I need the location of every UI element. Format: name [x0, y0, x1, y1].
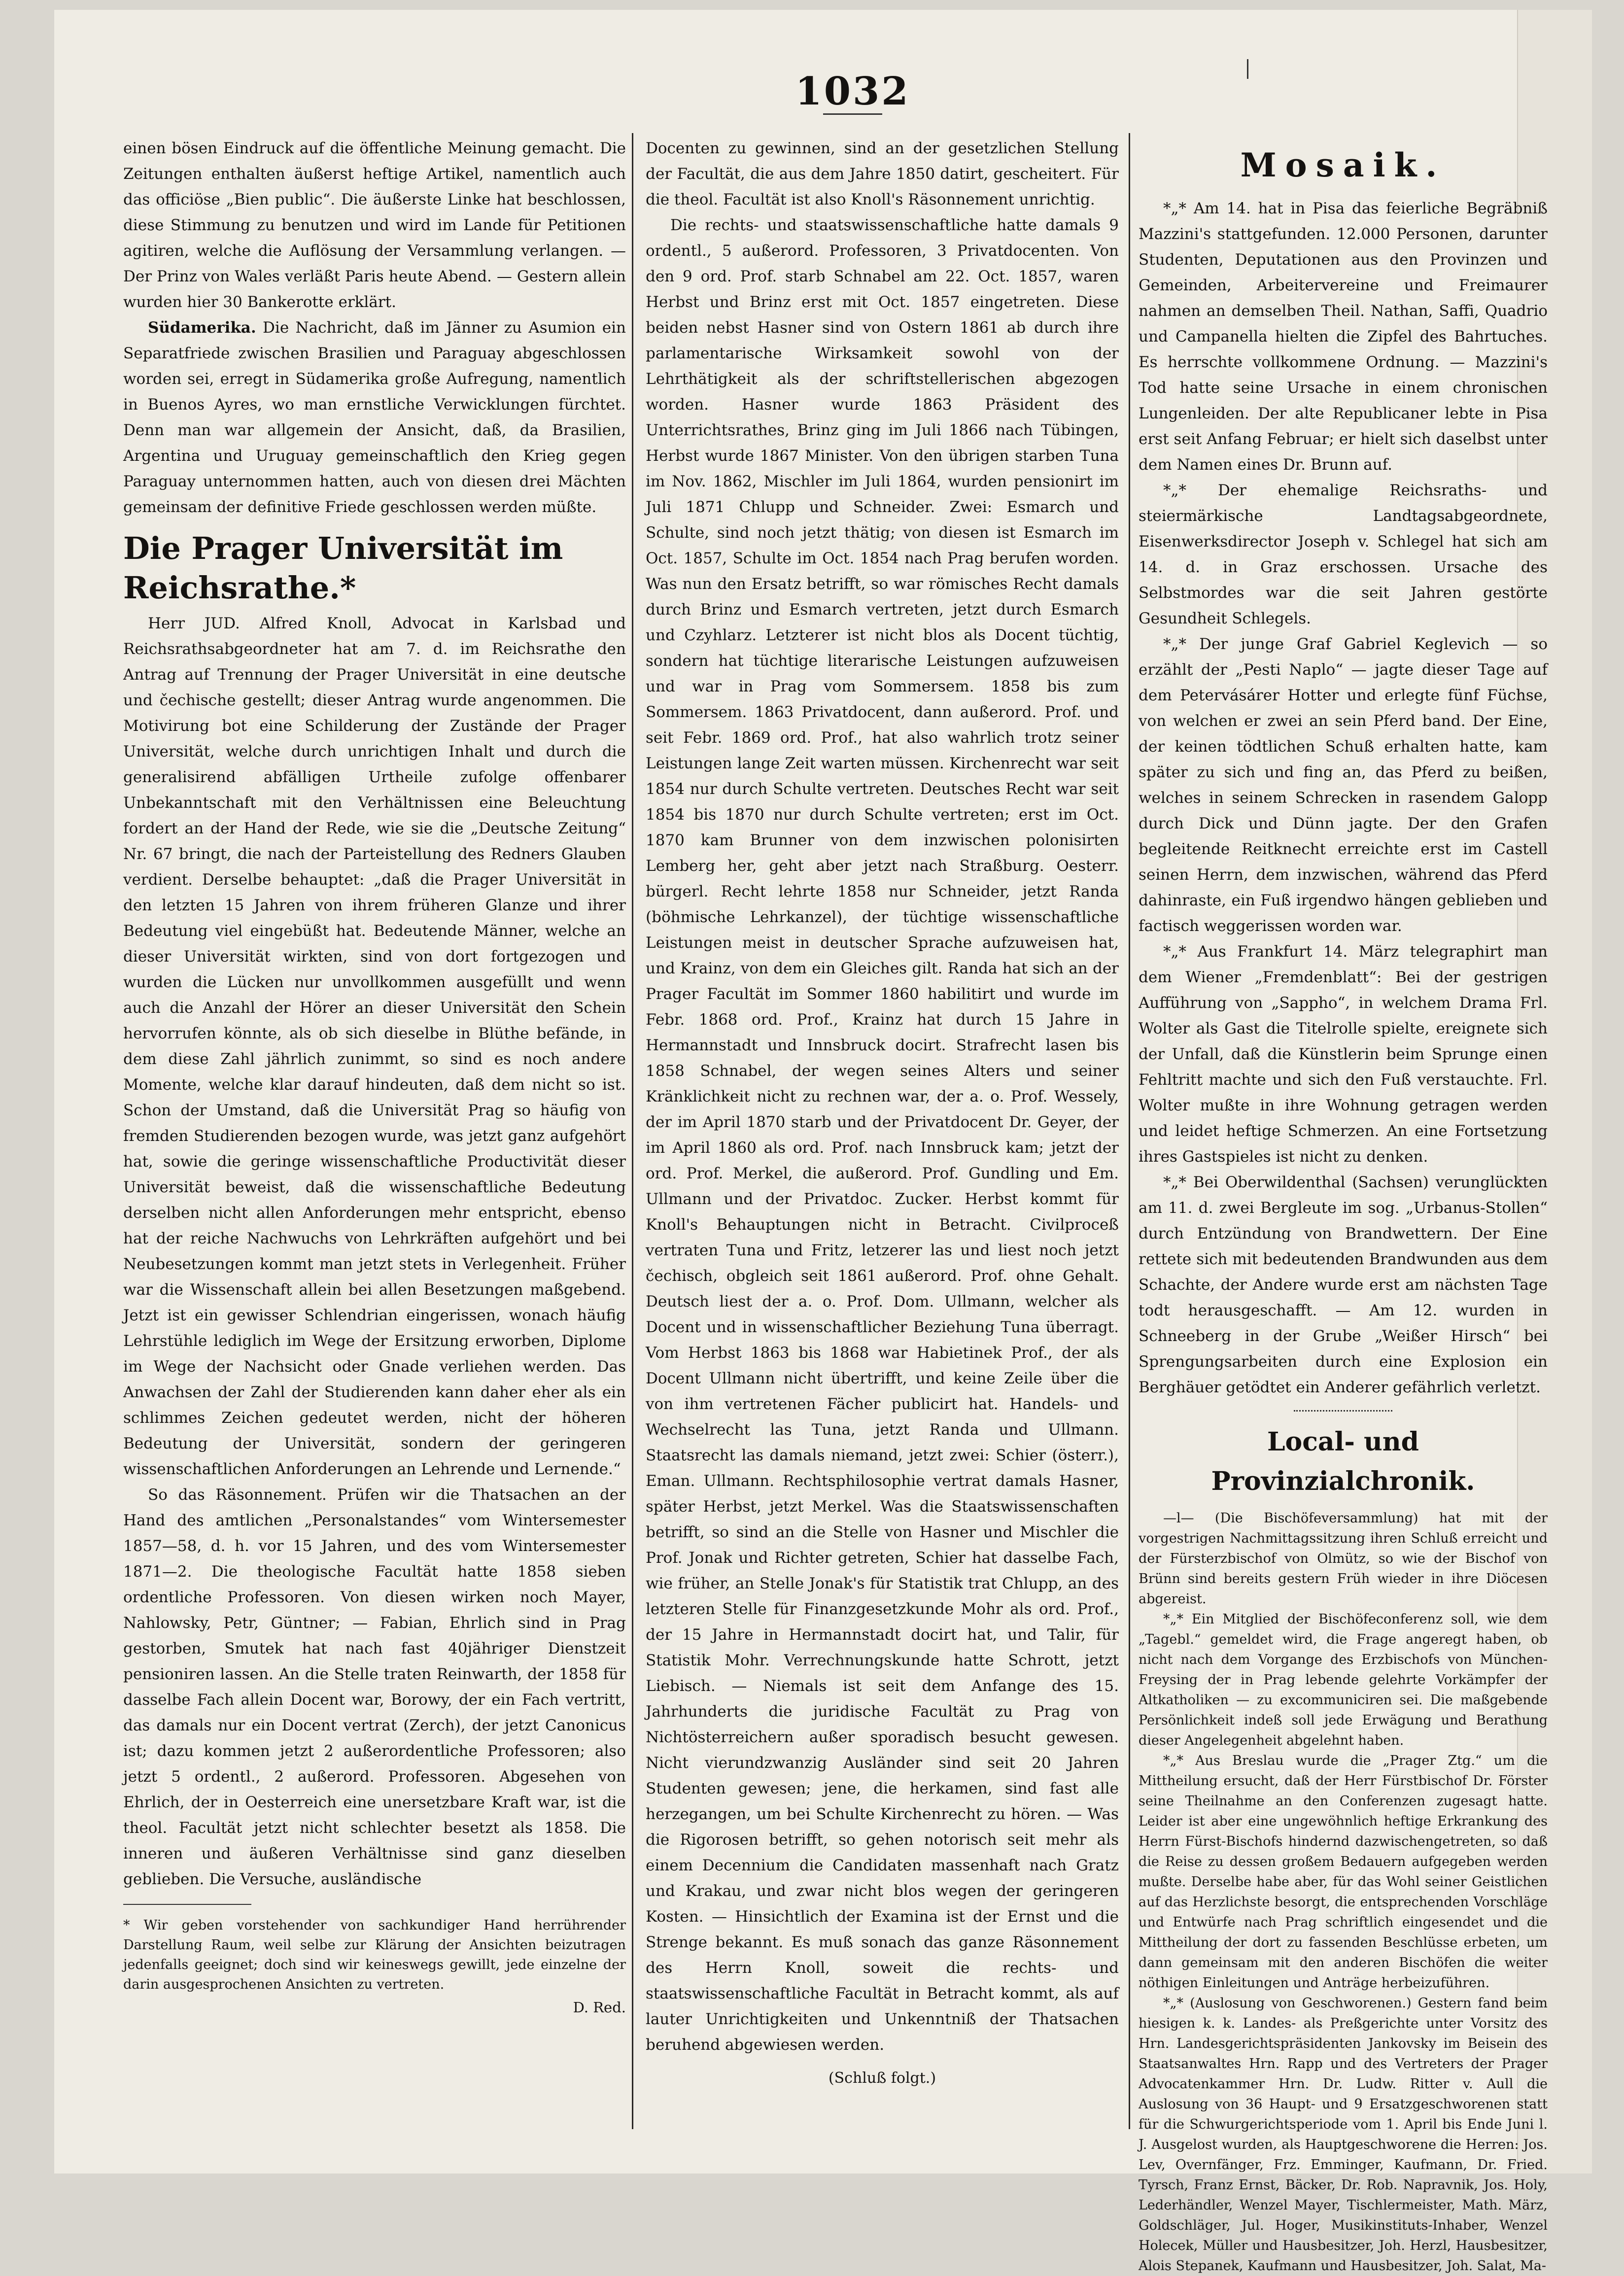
- page-number: 1032: [795, 69, 910, 114]
- page-number-ornament: [823, 113, 882, 115]
- region-label: Südamerika.: [148, 319, 256, 337]
- section-divider: [1294, 1410, 1392, 1412]
- article-universitaet-p3: Docenten zu gewinnen, sind an der gesetzlichen Stellung der Facultät, die aus dem Jahre 1850 datirt, gescheitert. Für die theol. Facultät ist also Knoll's Räsonnement unrichtig.: [646, 139, 1119, 208]
- column-middle: [646, 136, 1119, 2117]
- column-rule-1: [632, 133, 633, 2129]
- continuation-note: (Schluß folgt.): [828, 2069, 936, 2087]
- article-universitaet-p2: So das Räsonnement. Prüfen wir die Thatsachen an der Hand des amtlichen „Personalstandes“ vom Wintersemester 1857—58, d. h. vor 15 Jahren, und des vom Wintersemester 1871—2. Die theologische Facultät hatte 1858 sieben ordentliche Professoren. Von diesen wirken noch Mayer, Nahlowsky, Petr, Güntner; — Fabian, Ehrlich sind in Prag gestorben, Smutek hat nach fast 40jähriger Dienstzeit pensioniren lassen. An die Stelle traten Reinwarth, der 1858 für dasselbe Fach allein Docent war, Borowy, der ein Fach vertritt, das damals nur ein Docent vertrat (Zerch), der jetzt Canonicus ist; dazu kommen jetzt 2 außerordentliche Professoren; also jetzt 5 ordentl., 2 außerord. Professoren. Abgesehen von Ehrlich, der in Oesterreich eine unersetzbare Kraft war, ist die theol. Facultät jetzt nicht schlechter besetzt als 1858. Die inneren und äußeren Verhältnisse sind ganz dieselben geblieben. Die Versuche, ausländische: [123, 1486, 626, 1888]
- column-left: [123, 136, 626, 2117]
- article-suedamerika-text: Die Nachricht, daß im Jänner zu Asumion ein Separatfriede zwischen Brasilien und Paraguay abgeschlossen worden sei, erregt in Südamerika große Aufregung, namentlich in Buenos Ayres, wo man ernstliche Verwicklungen fürchtet. Denn man war allgemein der Ansicht, daß, da Brasilien, Argentina und Uruguay gemeinschaftlich den Krieg gegen Paraguay unternommen hatten, auch von diesen drei Mächten gemeinsam der definitive Friede geschlossen werden müßte.: [123, 319, 626, 516]
- mosaik-item: *„* Der ehemalige Reichsraths- und steiermärkische Landtagsabgeordnete, Eisenwerksdirector Joseph v. Schlegel hat sich am 14. d. in Graz erschossen. Ursache des Selbstmordes war die seit Jahren gestörte Gesundheit Schlegels.: [1139, 482, 1548, 627]
- footnote-signature: D. Red.: [573, 1999, 626, 2016]
- article-heading-universitaet: Die Prager Universität im Reichsrathe.*: [123, 530, 563, 606]
- footnote: * Wir geben vorstehender von sachkundiger Hand herrührender Darstellung Raum, weil selbe zur Klärung der Ansichten beizutragen jedenfalls geeignet; doch sind wir keineswegs gewillt, jede einzelne der darin ausgesprochenen Ansichten zu vertreten.: [123, 1918, 626, 1992]
- footnote-rule: [123, 1904, 251, 1905]
- section-heading-lokal: Local- und Provinzialchronik.: [1211, 1427, 1475, 1496]
- article-france-end: einen bösen Eindruck auf die öffentliche Meinung gemacht. Die Zeitungen enthalten äußerst heftige Artikel, namentlich auch das officiöse „Bien public“. Die äußerste Linke hat beschlossen, diese Stimmung zu benutzen und wird im Lande für Petitionen agitiren, welche die Auflösung der Versammlung verlangen. — Der Prinz von Wales verläßt Paris heute Abend. — Gestern allein wurden hier 30 Bankerotte erklärt.: [123, 139, 626, 311]
- margin-mark: [1247, 59, 1248, 79]
- mosaik-item: *„* Aus Frankfurt 14. März telegraphirt man dem Wiener „Fremdenblatt“: Bei der gestrigen Aufführung von „Sappho“, in welchem Drama Frl. Wolter als Gast die Titelrolle spielte, ereignete sich der Unfall, daß die Künstlerin beim Sprunge einen Fehltritt machte und sich den Fuß verstauchte. Frl. Wolter mußte in ihre Wohnung getragen werden und leidet heftige Schmerzen. An eine Fortsetzung ihres Gastspieles ist nicht zu denken.: [1139, 943, 1548, 1166]
- section-heading-mosaik: Mosaik.: [1240, 146, 1446, 184]
- column-right: [1139, 136, 1548, 2274]
- lokal-item: —l— (Die Bischöfeversammlung) hat mit der vorgestrigen Nachmittagssitzung ihren Schluß erreicht und der Fürsterzbischof von Olmütz, so wie der Bischof von Brünn sind bereits gestern Früh wieder in ihre Diöcesen abgereist.: [1139, 1511, 1548, 1607]
- lokal-item: *„* (Auslosung von Geschworenen.) Gestern fand beim hiesigen k. k. Landes- als Preßgerichte unter Vorsitz des Hrn. Landesgerichtspräsidenten Jankovsky im Beisein des Staatsanwaltes Hrn. Rapp und des Vertreters der Prager Advocatenkammer Hrn. Dr. Ludw. Ritter v. Aull die Auslosung von 36 Haupt- und 9 Ersatzgeschworenen statt für die Schwurgerichtsperiode vom 1. April bis Ende Juni l. J. Ausgelost wurden, als Hauptgeschworene die Herren: Jos. Lev, Overnfänger, Frz. Emminger, Kaufmann, Dr. Fried. Tyrsch, Franz Ernst, Bäcker, Dr. Rob. Napravnik, Jos. Holy, Lederhändler, Wenzel Mayer, Tischlermeister, Math. März, Goldschläger, Jul. Hoger, Musikinstituts-Inhaber, Wenzel Holecek, Müller und Hausbesitzer, Joh. Herzl, Hausbesitzer, Alois Stepanek, Kaufmann und Hausbesitzer, Joh. Salat, Ma-: [1139, 1996, 1548, 2274]
- mosaik-item: *„* Bei Oberwildenthal (Sachsen) verunglückten am 11. d. zwei Bergleute im sog. „Urbanus-Stollen“ durch Entzündung von Brandwettern. Der Eine rettete sich mit bedeutenden Brandwunden aus dem Schachte, der Andere wurde erst am nächsten Tage todt herausgeschafft. — Am 12. wurden in Schneeberg in der Grube „Weißer Hirsch“ bei Sprengungsarbeiten durch eine Explosion ein Berghäuer getödtet ein Anderer gefährlich verletzt.: [1139, 1173, 1548, 1396]
- lokal-item: *„* Aus Breslau wurde die „Prager Ztg.“ um die Mittheilung ersucht, daß der Herr Fürstbischof Dr. Förster seine Theilnahme an den Conferenzen zugesagt hatte. Leider ist aber eine ungewöhnlich heftige Erkrankung des Herrn Fürst-Bischofs hindernd dazwischengetreten, so daß die Reise zu dessen großem Bedauern aufgegeben werden mußte. Derselbe habe aber, für das Wohl seiner Geistlichen auf das Herzlichste besorgt, die entsprechenden Vorschläge und Entwürfe nach Prag schriftlich eingesendet und die Mittheilung der dort zu fassenden Beschlüsse erbeten, um dann gemeinsam mit den anderen Bischöfen die weiter nöthigen Einleitungen und Anträge herbeizuführen.: [1139, 1753, 1548, 1991]
- mosaik-item: *„* Am 14. hat in Pisa das feierliche Begräbniß Mazzini's stattgefunden. 12.000 Personen, darunter Studenten, Deputationen aus den Provinzen und Gemeinden, Arbeitervereine und Freimaurer nahmen an demselben Theil. Nathan, Saffi, Quadrio und Campanella hielten die Zipfel des Bahrtuches. Es herrschte vollkommene Ordnung. — Mazzini's Tod hatte seine Ursache in einem chronischen Lungenleiden. Der alte Republicaner lebte in Pisa erst seit Anfang Februar; er hielt sich daselbst unter dem Namen eines Dr. Brunn auf.: [1139, 200, 1548, 474]
- column-rule-2: [1129, 133, 1130, 2129]
- lokal-item: *„* Ein Mitglied der Bischöfeconferenz soll, wie dem „Tagebl.“ gemeldet wird, die Frage angeregt haben, ob nicht nach dem Vorgange des Erzbischofs von München-Freysing der in Prag lebende gelehrte Vorkämpfer der Altkatholiken — zu excommuniciren sei. Die maßgebende Persönlichkeit indeß soll jede Erwägung und Berathung dieser Angelegenheit abgelehnt haben.: [1139, 1612, 1548, 1748]
- mosaik-item: *„* Der junge Graf Gabriel Keglevich — so erzählt der „Pesti Naplo“ — jagte dieser Tage auf dem Petervásárer Hotter und erlegte fünf Füchse, von welchen er zwei an sein Pferd band. Der Eine, der keinen tödtlichen Schuß erhalten hatte, kam später zu sich und fing an, das Pferd zu beißen, welches in seinem Schrecken in rasendem Galopp durch Dick und Dünn jagte. Der den Grafen begleitende Reitknecht erreichte erst im Castell seinen Herrn, dem inzwischen, während das Pferd dahinraste, ein Fuß irgendwo hängen geblieben und factisch weggerissen worden war.: [1139, 635, 1548, 935]
- article-universitaet-p4: Die rechts- und staatswissenschaftliche hatte damals 9 ordentl., 5 außerord. Professoren, 3 Privatdocenten. Von den 9 ord. Prof. starb Schnabel am 22. Oct. 1857, waren Herbst und Brinz erst mit Oct. 1857 eingetreten. Diese beiden nebst Hasner sind von Ostern 1861 ab durch ihre parlamentarische Wirksamkeit sowohl von der Lehrthätigkeit als der schriftstellerischen abgezogen worden. Hasner wurde 1863 Präsident des Unterrichtsrathes, Brinz ging im Juli 1866 nach Tübingen, Herbst wurde 1867 Minister. Von den übrigen starben Tuna im Nov. 1862, Mischler im Juli 1864, wurden pensionirt im Juli 1871 Chlupp und Schneider. Zwei: Esmarch und Schulte, sind noch jetzt thätig; von diesen ist Esmarch im Oct. 1857, Schulte im Oct. 1854 nach Prag berufen worden. Was nun den Ersatz betrifft, so war römisches Recht damals durch Brinz und Esmarch vertreten, jetzt durch Esmarch und Czyhlarz. Letzterer ist nicht blos als Docent tüchtig, sondern hat tüchtige literarische Leistungen aufzuweisen und war in Prag vom Sommersem. 1858 bis zum Sommersem. 1863 Privatdocent, dann außerord. Prof. und seit Febr. 1869 ord. Prof., hat also wahrlich trotz seiner Leistungen lange Zeit warten müssen. Kirchenrecht war seit 1854 nur durch Schulte vertreten. Deutsches Recht war seit 1854 bis 1870 nur durch Schulte vertreten; erst im Oct. 1870 kam Brunner von dem inzwischen polonisirten Lemberg her, geht aber jetzt nach Straßburg. Oesterr. bürgerl. Recht lehrte 1858 nur Schneider, jetzt Randa (böhmische Lehrkanzel), der tüchtige wissenschaftliche Leistungen meist in deutscher Sprache aufzuweisen hat, und Krainz, von dem ein Gleiches gilt. Randa hat sich an der Prager Facultät im Sommer 1860 habilitirt und wurde im Febr. 1868 ord. Prof., Krainz hat durch 15 Jahre in Hermannstadt und Innsbruck docirt. Strafrecht lasen bis 1858 Schnabel, der wegen seines Alters und seiner Kränklichkeit nicht zu rechnen war, der a. o. Prof. Wessely, der im April 1870 starb und der Privatdocent Dr. Geyer, der im April 1860 als ord. Prof. nach Innsbruck kam; jetzt der ord. Prof. Merkel, die außerord. Prof. Gundling und Em. Ullmann und der Privatdoc. Zucker. Herbst kommt für Knoll's Behauptungen nicht in Betracht. Civilproceß vertraten Tuna und Fritz, letzerer las und liest noch jetzt čechisch, obgleich seit 1861 außerord. Prof. ohne Gehalt. Deutsch liest der a. o. Prof. Dom. Ullmann, welcher als Docent und in wissenschaftlicher Beziehung Tuna überragt. Vom Herbst 1863 bis 1868 war Habietinek Prof., der als Docent Ullmann nicht übertrifft, und keine Zeile über die von ihm vertretenen Fächer publicirt hat. Handels- und Wechselrecht las Tuna, jetzt Randa und Ullmann. Staatsrecht las damals niemand, jetzt zwei: Schier (österr.), Eman. Ullmann. Rechtsphilosophie vertrat damals Hasner, später Herbst, jetzt Merkel. Was die Staatswissenschaften betrifft, so sind an die Stelle von Hasner und Mischler die Prof. Jonak und Richter getreten, Schier hat dasselbe Fach, wie früher, an Stelle Jonak's für Statistik trat Chlupp, an des letzteren Stelle für Finanzgesetzkunde Mohr als ord. Prof., der 15 Jahre in Hermannstadt docirt hat, und Talir, für Statistik Mohr. Verrechnungskunde hatte Schrott, jetzt Liebisch. — Niemals ist seit dem Anfange des 15. Jahrhunderts die juridische Facultät zu Prag von Nichtösterreichern außer sporadisch besucht gewesen. Nicht vierundzwanzig Ausländer sind seit 20 Jahren Studenten gewesen; jene, die herkamen, sind fast alle herzegangen, um bei Schulte Kirchenrecht zu hören. — Was die Rigorosen betrifft, so gehen notorisch seit mehr als einem Decennium die Candidaten massenhaft nach Gratz und Krakau, und zwar nicht blos wegen der geringeren Kosten. — Hinsichtlich der Examina ist der Ernst und die Strenge bekannt. Es muß sonach das ganze Räsonnement des Herrn Knoll, soweit die rechts- und staatswissenschaftliche Facultät in Betracht kommt, als auf lauter Unrichtigkeiten und Unkenntniß der Thatsachen beruhend abgewiesen werden.: [646, 216, 1119, 2054]
- article-universitaet-p1: Herr JUD. Alfred Knoll, Advocat in Karlsbad und Reichsrathsabgeordneter hat am 7. d. im Reichsrathe den Antrag auf Trennung der Prager Universität in eine deutsche und čechische gestellt; dieser Antrag wurde angenommen. Die Motivirung bot eine Schilderung der Zustände der Prager Universität, welche durch unrichtigen Inhalt und durch die generalisirend abfälligen Urtheile zufolge offenbarer Unbekanntschaft mit den Verhältnissen eine Beleuchtung fordert an der Hand der Rede, wie sie die „Deutsche Zeitung“ Nr. 67 bringt, die nach der Parteistellung des Redners Glauben verdient. Derselbe behauptet: „daß die Prager Universität in den letzten 15 Jahren von ihrem früheren Glanze und ihrer Bedeutung viel eingebüßt hat. Bedeutende Männer, welche an dieser Universität wirkten, sind von dort fortgezogen und wurden die Lücken nur unvollkommen ausgefüllt und wenn auch die Anzahl der Hörer an dieser Universität den Schein hervorrufen könnte, als ob sich dieselbe in Blüthe befände, in dem diese Zahl jährlich zunimmt, so sind es noch andere Momente, welche klar darauf hindeuten, daß dem nicht so ist. Schon der Umstand, daß die Universität Prag so häufig von fremden Studierenden bezogen wurde, was jetzt ganz aufgehört hat, sowie die geringe wissenschaftliche Productivität dieser Universität beweist, daß die wissenschaftliche Bedeutung derselben nicht allen Anforderungen mehr entspricht, ebenso hat der reiche Nachwuchs von Lehrkräften aufgehört und bei Neubesetzungen kommt man jetzt stets in Verlegenheit. Früher war die Wissenschaft allein bei allen Besetzungen maßgebend. Jetzt ist ein gewisser Schlendrian eingerissen, wonach häufig Lehrstühle lediglich im Wege der Ersitzung erworben, Diplome im Wege der Nachsicht oder Gnade verliehen werden. Das Anwachsen der Zahl der Studierenden kann daher eher als ein schlimmes Zeichen gedeutet werden, nicht der höheren Bedeutung der Universität, sondern der geringeren wissenschaftlichen Anforderungen an Lehrende und Lernende.“: [123, 615, 626, 1478]
- article-suedamerika: [123, 315, 626, 520]
- newspaper-page: [54, 10, 1592, 2274]
